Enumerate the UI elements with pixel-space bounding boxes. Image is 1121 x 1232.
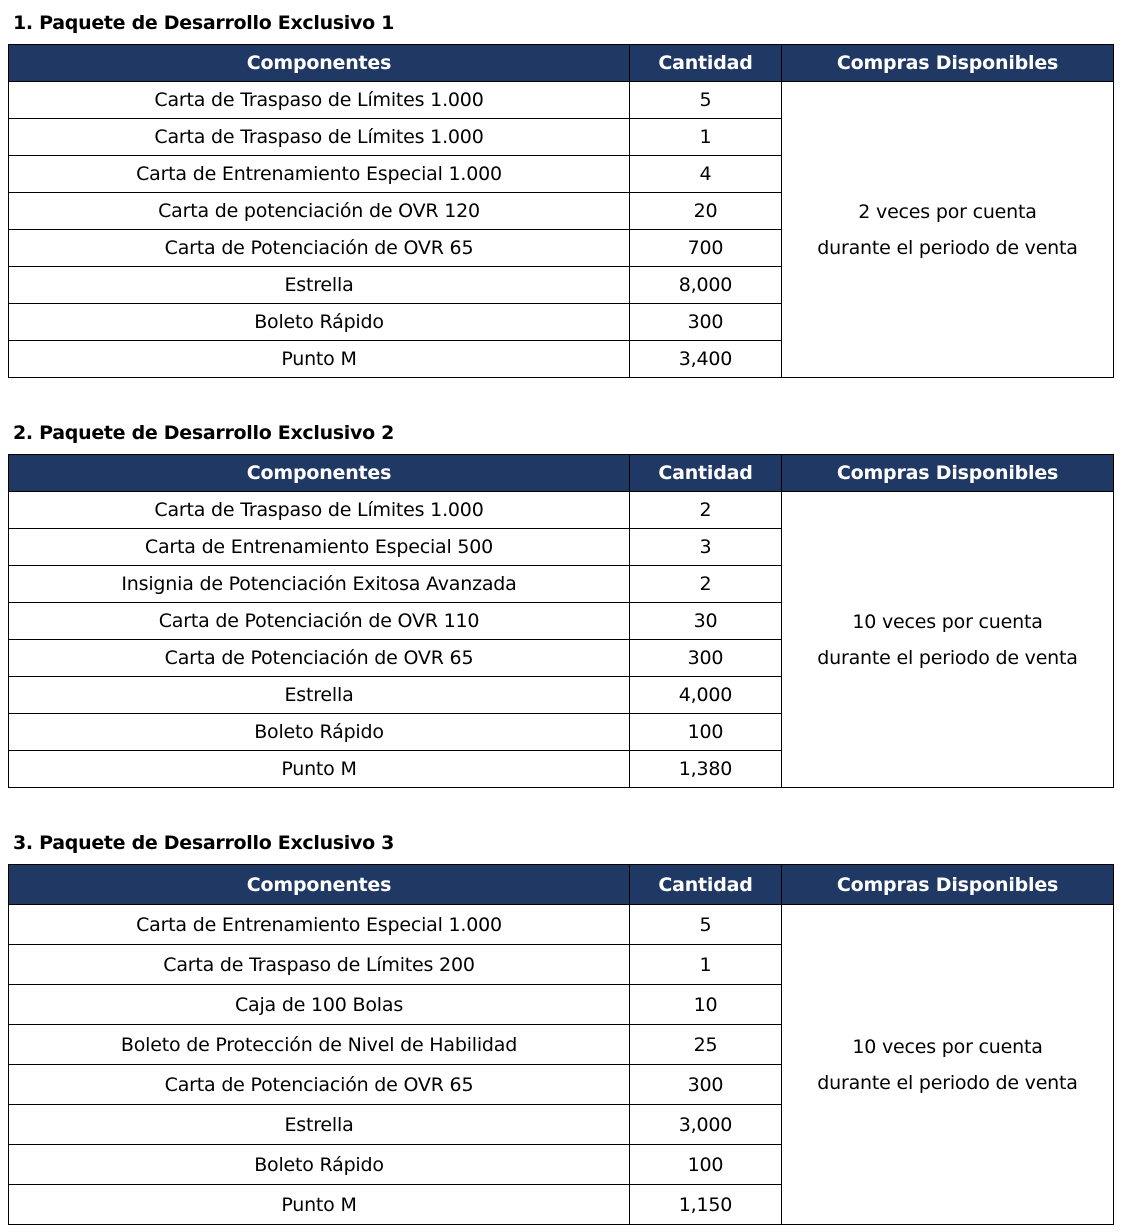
quantity-cell: 700 (630, 230, 782, 267)
component-cell: Carta de Traspaso de Límites 200 (9, 945, 630, 985)
quantity-cell: 4 (630, 156, 782, 193)
table-row (9, 905, 1114, 945)
component-cell: Carta de Entrenamiento Especial 1.000 (9, 156, 630, 193)
quantity-cell: 4,000 (630, 677, 782, 714)
quantity-cell: 3 (630, 529, 782, 566)
component-cell: Carta de Traspaso de Límites 1.000 (9, 82, 630, 119)
table-header-row (9, 865, 1114, 905)
quantity-cell: 30 (630, 603, 782, 640)
quantity-cell: 8,000 (630, 267, 782, 304)
column-header-available: Compras Disponibles (782, 865, 1114, 905)
section-title: 2. Paquete de Desarrollo Exclusivo 2 (13, 422, 395, 444)
column-header-quantity: Cantidad (630, 865, 782, 905)
table-row (9, 492, 1114, 529)
quantity-cell: 1,380 (630, 751, 782, 788)
available-purchases-cell (782, 905, 1114, 1225)
component-cell: Carta de potenciación de OVR 120 (9, 193, 630, 230)
column-header-components: Componentes (9, 455, 630, 492)
quantity-cell: 5 (630, 82, 782, 119)
column-header-available: Compras Disponibles (782, 455, 1114, 492)
quantity-cell: 20 (630, 193, 782, 230)
quantity-cell: 100 (630, 1145, 782, 1185)
section-title: 1. Paquete de Desarrollo Exclusivo 1 (13, 12, 395, 34)
component-cell: Boleto de Protección de Nivel de Habilidad (9, 1025, 630, 1065)
component-cell: Carta de Entrenamiento Especial 500 (9, 529, 630, 566)
column-header-quantity: Cantidad (630, 45, 782, 82)
component-cell: Carta de Entrenamiento Especial 1.000 (9, 905, 630, 945)
column-header-components: Componentes (9, 45, 630, 82)
component-cell: Insignia de Potenciación Exitosa Avanzada (9, 566, 630, 603)
table-header-row (9, 45, 1114, 82)
component-cell: Carta de Potenciación de OVR 110 (9, 603, 630, 640)
available-purchases-cell (782, 82, 1114, 378)
quantity-cell: 25 (630, 1025, 782, 1065)
quantity-cell: 5 (630, 905, 782, 945)
component-cell: Boleto Rápido (9, 714, 630, 751)
column-header-available: Compras Disponibles (782, 45, 1114, 82)
component-cell: Caja de 100 Bolas (9, 985, 630, 1025)
column-header-components: Componentes (9, 865, 630, 905)
available-purchases-line1: 2 veces por cuenta (858, 200, 1037, 223)
package-table (8, 44, 1114, 378)
available-purchases-line1: 10 veces por cuenta (852, 610, 1043, 633)
component-cell: Punto M (9, 1185, 630, 1225)
component-cell: Boleto Rápido (9, 1145, 630, 1185)
component-cell: Estrella (9, 267, 630, 304)
package-table (8, 864, 1114, 1225)
table-header-row (9, 455, 1114, 492)
table-row (9, 82, 1114, 119)
quantity-cell: 1 (630, 119, 782, 156)
component-cell: Punto M (9, 751, 630, 788)
quantity-cell: 300 (630, 640, 782, 677)
component-cell: Carta de Potenciación de OVR 65 (9, 230, 630, 267)
component-cell: Carta de Traspaso de Límites 1.000 (9, 492, 630, 529)
available-purchases-cell (782, 492, 1114, 788)
column-header-quantity: Cantidad (630, 455, 782, 492)
component-cell: Carta de Traspaso de Límites 1.000 (9, 119, 630, 156)
quantity-cell: 100 (630, 714, 782, 751)
component-cell: Punto M (9, 341, 630, 378)
available-purchases-line2: durante el periodo de venta (817, 236, 1078, 259)
quantity-cell: 300 (630, 1065, 782, 1105)
quantity-cell: 2 (630, 492, 782, 529)
component-cell: Boleto Rápido (9, 304, 630, 341)
component-cell: Estrella (9, 677, 630, 714)
available-purchases-line1: 10 veces por cuenta (852, 1035, 1043, 1058)
package-table (8, 454, 1114, 788)
quantity-cell: 1 (630, 945, 782, 985)
available-purchases-line2: durante el periodo de venta (817, 646, 1078, 669)
quantity-cell: 3,400 (630, 341, 782, 378)
component-cell: Estrella (9, 1105, 630, 1145)
quantity-cell: 10 (630, 985, 782, 1025)
available-purchases-line2: durante el periodo de venta (817, 1071, 1078, 1094)
section-title: 3. Paquete de Desarrollo Exclusivo 3 (13, 832, 395, 854)
component-cell: Carta de Potenciación de OVR 65 (9, 1065, 630, 1105)
quantity-cell: 1,150 (630, 1185, 782, 1225)
quantity-cell: 3,000 (630, 1105, 782, 1145)
quantity-cell: 2 (630, 566, 782, 603)
quantity-cell: 300 (630, 304, 782, 341)
component-cell: Carta de Potenciación de OVR 65 (9, 640, 630, 677)
